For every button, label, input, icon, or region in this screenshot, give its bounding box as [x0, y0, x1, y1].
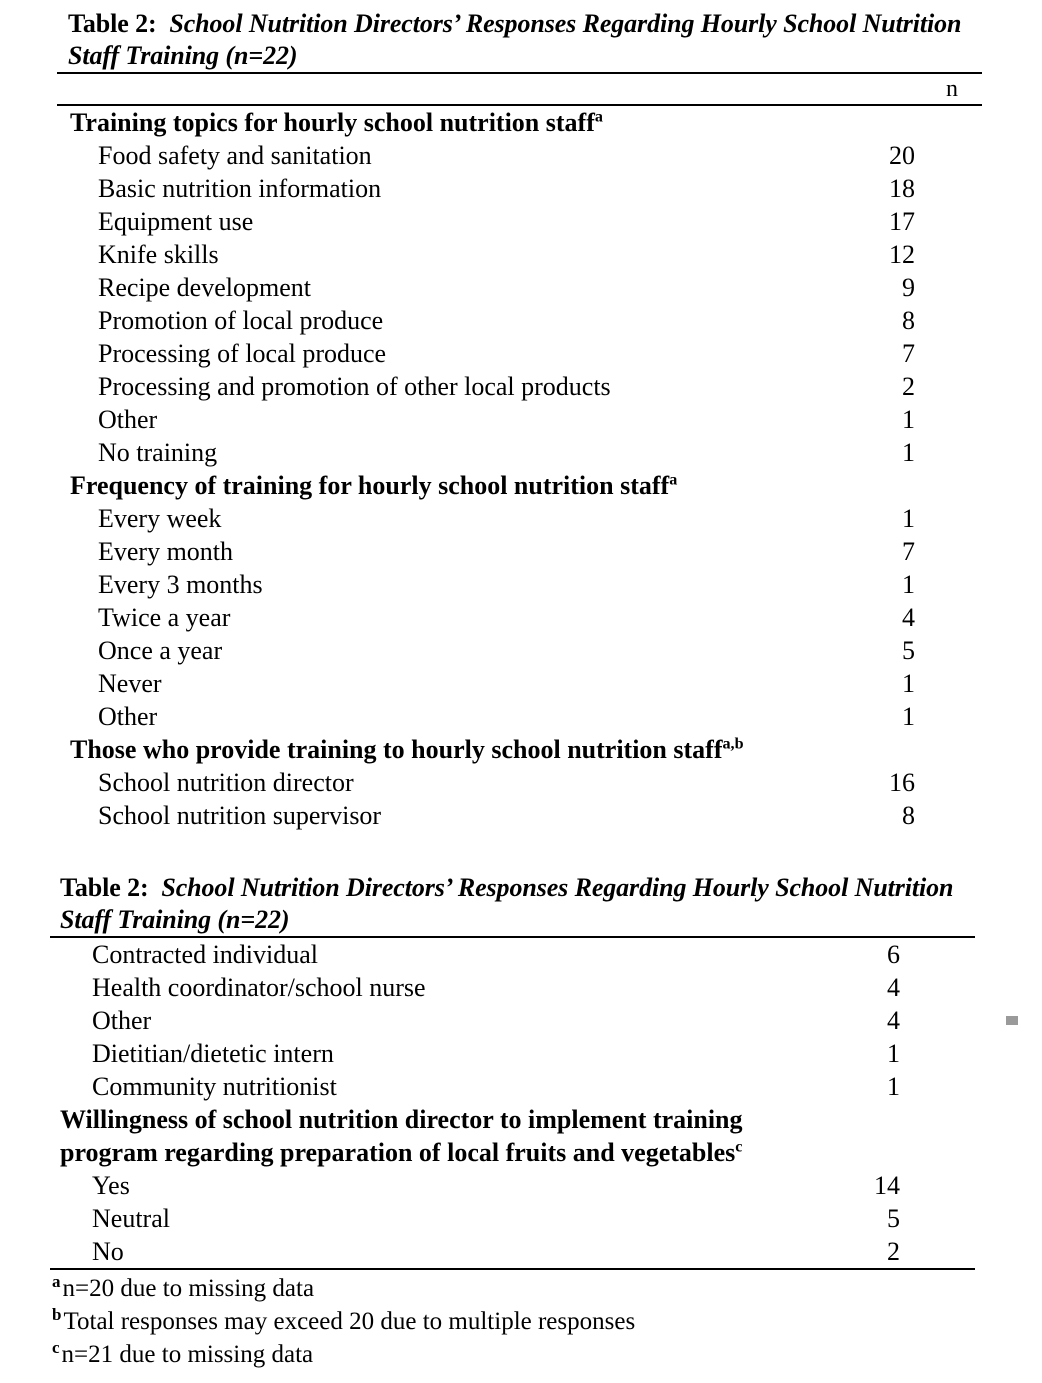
- row-value: 1: [902, 405, 915, 434]
- table-row: [0, 601, 1042, 634]
- row-label: Health coordinator/school nurse: [92, 973, 426, 1002]
- table-row: [0, 403, 1042, 436]
- row-value: 9: [902, 273, 915, 302]
- table-row: [0, 568, 1042, 601]
- table-two-continuation: [0, 872, 1042, 1270]
- section-heading-those-who-provide-training: [0, 733, 1042, 766]
- section-heading-text: Willingness of school nutrition director to implement training program regarding preparation of local fruits and vegetables: [60, 1105, 743, 1167]
- footnote-marker: a: [594, 108, 603, 126]
- table-row: [0, 370, 1042, 403]
- row-label: Twice a year: [98, 603, 231, 632]
- footnote-c: [52, 1338, 952, 1371]
- row-value: 1: [887, 1072, 900, 1101]
- table-one-header-row: [0, 74, 1042, 104]
- row-value: 1: [887, 1039, 900, 1068]
- table-two-body: [0, 938, 1042, 1268]
- column-header-n: n: [946, 76, 958, 102]
- table-row: [0, 337, 1042, 370]
- table-row: [0, 1202, 1042, 1235]
- footnote-marker: a,b: [722, 735, 744, 753]
- section-heading-text: Training topics for hourly school nutrition staff: [70, 108, 595, 137]
- table-row: [0, 1037, 1042, 1070]
- row-label: Every month: [98, 537, 234, 566]
- row-value: 4: [887, 973, 900, 1002]
- footnote-marker-c: c: [52, 1337, 60, 1357]
- table-one-caption: [0, 8, 1042, 72]
- row-value: 1: [902, 438, 915, 467]
- row-value: 4: [902, 603, 915, 632]
- row-label: Other: [98, 405, 158, 434]
- table-row: [0, 535, 1042, 568]
- section-heading-training-topics: [0, 106, 1042, 139]
- row-label: Community nutritionist: [92, 1072, 337, 1101]
- table-row: [0, 139, 1042, 172]
- row-value: 4: [887, 1006, 900, 1035]
- row-label: School nutrition supervisor: [98, 801, 382, 830]
- row-value: 2: [887, 1237, 900, 1266]
- table-row: [0, 271, 1042, 304]
- row-value: 1: [902, 702, 915, 731]
- footnotes: [52, 1272, 952, 1371]
- table-one: [0, 8, 1042, 832]
- table-row: [0, 502, 1042, 535]
- row-label: Every 3 months: [98, 570, 263, 599]
- table-row: [0, 436, 1042, 469]
- row-value: 6: [887, 940, 900, 969]
- table-two-bottom-rule: [50, 1268, 975, 1270]
- row-label: Every week: [98, 504, 222, 533]
- table-row: [0, 1004, 1042, 1037]
- row-label: Promotion of local produce: [98, 306, 384, 335]
- row-value: 7: [902, 537, 915, 566]
- footnote-text-a: n=20 due to missing data: [62, 1275, 315, 1302]
- row-value: 14: [874, 1171, 900, 1200]
- row-value: 2: [902, 372, 915, 401]
- table-one-caption-label: Table 2:: [68, 9, 157, 38]
- row-label: Yes: [92, 1171, 130, 1200]
- table-row: [0, 1169, 1042, 1202]
- section-heading-frequency-of-training: [0, 469, 1042, 502]
- table-row: [0, 766, 1042, 799]
- row-label: Neutral: [92, 1204, 170, 1233]
- table-two-caption-label: Table 2:: [60, 873, 149, 902]
- row-value: 12: [889, 240, 915, 269]
- footnote-text-c: n=21 due to missing data: [61, 1341, 314, 1368]
- row-label: Equipment use: [98, 207, 254, 236]
- row-value: 5: [887, 1204, 900, 1233]
- row-label: Knife skills: [98, 240, 219, 269]
- footnote-text-b: Total responses may exceed 20 due to multiple responses: [63, 1308, 636, 1335]
- table-row: [0, 238, 1042, 271]
- table-row: [0, 634, 1042, 667]
- row-label: No: [92, 1237, 124, 1266]
- row-label: Processing of local produce: [98, 339, 387, 368]
- table-row: [0, 304, 1042, 337]
- row-label: Basic nutrition information: [98, 174, 382, 203]
- row-label: Dietitian/dietetic intern: [92, 1039, 334, 1068]
- row-label: Other: [92, 1006, 152, 1035]
- table-row: [0, 1070, 1042, 1103]
- row-label: Once a year: [98, 636, 223, 665]
- section-heading-text: Frequency of training for hourly school nutrition staff: [70, 471, 670, 500]
- row-value: 7: [902, 339, 915, 368]
- table-row: [0, 971, 1042, 1004]
- section-heading-willingness: [0, 1103, 1042, 1169]
- table-two-caption: [0, 872, 1042, 936]
- table-one-caption-title: School Nutrition Directors’ Responses Regarding Hourly School Nutrition Staff Training (n=22): [68, 9, 962, 70]
- row-label: Food safety and sanitation: [98, 141, 372, 170]
- row-value: 8: [902, 801, 915, 830]
- row-value: 20: [889, 141, 915, 170]
- row-value: 18: [889, 174, 915, 203]
- footnote-marker-a: a: [52, 1271, 61, 1291]
- row-label: Never: [98, 669, 162, 698]
- table-row: [0, 667, 1042, 700]
- row-label: Contracted individual: [92, 940, 319, 969]
- footnote-b: [52, 1305, 952, 1338]
- row-value: 1: [902, 669, 915, 698]
- row-label: Processing and promotion of other local products: [98, 372, 611, 401]
- row-value: 17: [889, 207, 915, 236]
- row-label: No training: [98, 438, 218, 467]
- table-row: [0, 700, 1042, 733]
- table-row: [0, 799, 1042, 832]
- footnote-marker-b: b: [52, 1304, 62, 1324]
- row-label: School nutrition director: [98, 768, 354, 797]
- row-label: Recipe development: [98, 273, 311, 302]
- row-value: 1: [902, 570, 915, 599]
- table-row: [0, 205, 1042, 238]
- table-row: [0, 172, 1042, 205]
- row-value: 8: [902, 306, 915, 335]
- footnote-a: [52, 1272, 952, 1305]
- table-two-caption-title: School Nutrition Directors’ Responses Regarding Hourly School Nutrition Staff Training (n=22): [60, 873, 954, 934]
- footnote-marker: c: [735, 1138, 743, 1156]
- row-value: 5: [902, 636, 915, 665]
- table-row: [0, 938, 1042, 971]
- row-value: 16: [889, 768, 915, 797]
- section-heading-text: Those who provide training to hourly school nutrition staff: [70, 735, 723, 764]
- row-value: 1: [902, 504, 915, 533]
- table-row: [0, 1235, 1042, 1268]
- row-label: Other: [98, 702, 158, 731]
- scan-artifact: [1006, 1016, 1018, 1025]
- footnote-marker: a: [669, 471, 678, 489]
- table-one-body: [0, 106, 1042, 832]
